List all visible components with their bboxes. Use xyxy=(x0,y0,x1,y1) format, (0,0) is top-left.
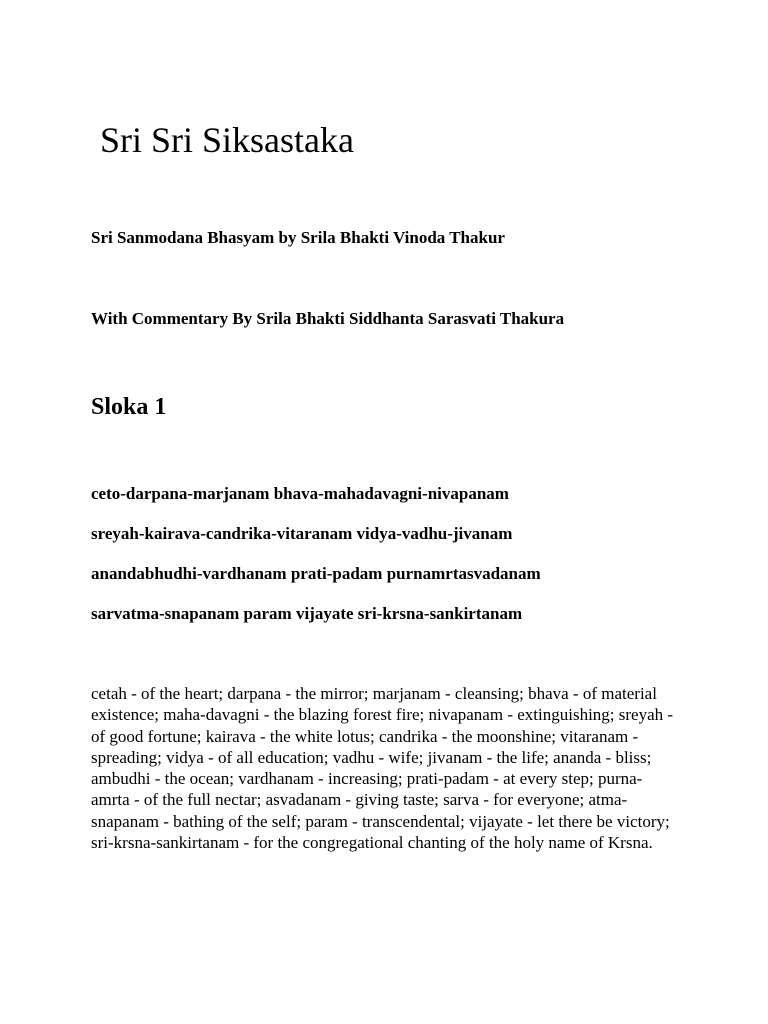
verse-line: anandabhudhi-vardhanam prati-padam purnamrtasvadanam xyxy=(91,564,541,583)
document-title: Sri Sri Siksastaka xyxy=(100,120,355,160)
verse-line: sarvatma-snapanam param vijayate sri-krsna-sankirtanam xyxy=(91,604,523,623)
word-for-word-synonyms: cetah - of the heart; darpana - the mirror; marjanam - cleansing; bhava - of material existence; maha-davagni - the blazing forest fire; nivapanam - extinguishing; sreyah - of good fortune; kairava - the white lotus; candrika - the moonshine; vitaranam - spreading; vidya - of all education; vadhu - wife; jivanam - the life; ananda - bliss; ambudhi - the ocean; vardhanam - increasing; prati-padam - at every step; purna-amrta - of the full nectar; asvadanam - giving taste; sarva - for everyone; atma-snapanam - bathing of the self; param - transcendental; vijayate - let there be victory; sri-krsna-sankirtanam - for the congregational chanting of the holy name of Krsna. xyxy=(91,684,674,853)
subtitle-commentary: With Commentary By Srila Bhakti Siddhanta Sarasvati Thakura xyxy=(91,309,565,328)
verse-line: ceto-darpana-marjanam bhava-mahadavagni-nivapanam xyxy=(91,484,509,503)
subtitle-bhasyam: Sri Sanmodana Bhasyam by Srila Bhakti Vinoda Thakur xyxy=(91,228,505,247)
verse-line: sreyah-kairava-candrika-vitaranam vidya-vadhu-jivanam xyxy=(91,524,513,543)
sloka-heading: Sloka 1 xyxy=(91,394,167,420)
